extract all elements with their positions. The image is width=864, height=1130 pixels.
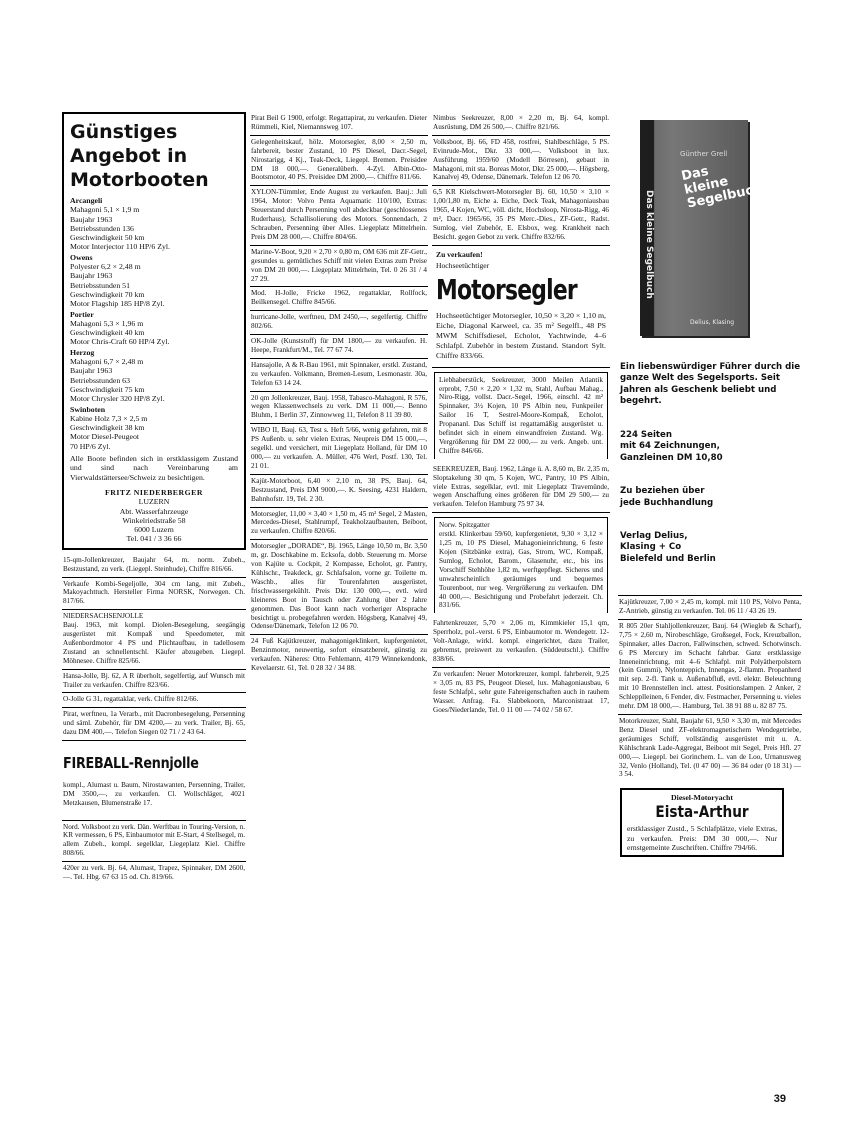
boat-entry: Herzog Mahagoni 6,7 × 2,48 m Baujahr 1963 Betriebsstunden 63 Geschwindigkeit 75 km Motor Chrysler 320 HP/8 Zyl. [70,347,165,404]
fireball-ad [62,741,246,820]
liebhaber-ad: Liebhaberstück, Seekreuzer, 3000 Meilen Atlantik erprobt, 7,50 × 2,20 × 1,32 m, Stahl, Aufbau Mahag., Niro-Rigg, vollst. Dacr.-Segel, 1966, einschl. 42 m² Spinnaker, 3½ Kojen, 10 PS Albin neu, Funkpeiler Sailor 16 T, Sestrel-Moore-Kompaß, Echolot, Propananl. Das Schiff ist regattamäßig ausgerüstet u. befindet sich in einem einwandfreien Zustand. Wg. Vergrößerung für DM 22 000,— zu verk. Angeb. unt. Chiffre 846/66. [434,372,608,459]
classified-ad: Hansa-Jolle, Bj. 62, A R überholt, segelfertig, auf Wunsch mit Trailer zu verkaufen. Chiffre 823/66. [62,670,246,694]
book-cover-publisher: Delius, Klasing [690,319,735,326]
motorsegler-body: Hochseetüchtiger Motorsegler, 10,50 × 3,20 × 1,10 m, Eiche, Diagonal Karweel, ca. 35 m² Segelfl., 48 PS MWM Schiffsdiesel, Echolot, Yachtwinde, 4–6 Schlafpl. Zubehör in bestem Zustand. Standort Sylt. Chiffre 833/66. [432,311,610,368]
book-cover-author: Günther Grell [680,150,728,158]
dealer-address: FRITZ NIEDERBERGER LUZERN Abt. Wasserfahrzeuge Winkelriedstraße 58 6000 Luzern Tel. 041 / 3 36 66 [104,487,204,544]
boat-entry: Swinboten Kabine Holz 7,3 × 2,5 m Geschwindigkeit 38 km Motor Diesel-Peugeot 70 HP/6 Zyl. [70,404,148,451]
motorsegler-ad [432,250,610,368]
book-cover-image [640,120,764,336]
book-advertisement [618,120,802,596]
classified-ad: Motorsegler, 11,00 × 3,40 × 1,50 m, 45 m² Segel, 2 Masten, Mercedes-Diesel, Stahlrumpf, Teakholzaufbauten, Beiboot, zu verkaufen. Chiffre 820/66. [250,508,428,541]
classified-ad: Nord. Volksboot zu verk. Dän. Werftbau in Touring-Version, n. KR vermessen, 6 PS, Einbaumotor mit E-Start, 4 Stellsegel, m. allem Zubeh., kompl. segelklar, Liegeplatz Kiel. Chiffre 808/66. [62,821,246,863]
boat-entry: Owens Polyester 6,2 × 2,48 m Baujahr 1963 Betriebsstunden 51 Geschwindigkeit 70 km Motor Flagship 185 HP/8 Zyl. [70,252,165,309]
classified-ad: R 805 20er Stahljollenkreuzer, Bauj. 64 (Wiegleb & Scharf), 7,75 × 2,60 m, Nirobeschläge, Großsegel, Fock, Kreuzballon, Spinnaker, alles Dacron, Fallwinschen, schwed. Schotwinsch. 6 PS Mercury im Schacht fahrbar. Ganz erstklassige Inneneinrichtung, mit 4–6 Schlafpl. mit Polyätherpolstern (kein Gummi), Nylonteppich, Innengas, 2-flamm. Propanherd mit sep. 2-fl. Tank u. Außenabfluß, evtl. elektr. Beleuchtung mit 10 Brennstellen incl. attest. Positionslampen. 2 Anker, 2 Schlepplleinen, 6 Fender, div. Festmacher, Persenning u. vieles mehr. DM 18 000,—. Hamburg, Tel. 38 91 88 u. 82 87 75. [618,620,802,715]
book-availability: Zu beziehen über jede Buchhandlung [620,485,714,508]
eista-body: erstklassiger Zustd., 5 Schlafplätze, viele Extras, zu verkaufen. Preis: DM 30 000,—. Nur ernstgemeinte Zuschriften. Chiffre 794/66. [627,824,777,852]
book-publisher: Verlag Delius, Klasing + Co Bielefeld und Berlin [620,530,716,564]
fireball-text: kompl., Alumast u. Baum, Nirostawanten, Persenning, Trailer, DM 3500,—, zu verkaufen. Cl. Wollschläger, 4021 Metzkausen, Blumenstraße 17. [63,780,245,807]
classified-ad: Fahrtenkreuzer, 5,70 × 2,06 m, Kimmkieler 15,1 qm, Sperrholz, pol.-verst. 6 PS, Einbaumotor m. Wendegetr. 12-Volt-Anlage, wirkl. kompl. eingerichtet, dazu Trailer, gebremst, preiswert zu verkaufen. (Süddeutschl.). Chiffre 838/66. [432,617,610,668]
classified-ad: Mod. H-Jolle, Fricke 1962, regattaklar, Rollfock, Beilkensegel. Chiffre 845/66. [250,287,428,311]
classified-ad: hurricane-Jolle, werftneu, DM 2450,—, segelfertig. Chiffre 802/66. [250,311,428,335]
classified-ad: NIEDERSACHSENJOLLE Bauj. 1963, mit kompl. Diolen-Besegelung, seegängig ausgerüstet mit Kompaß und Speedometer, mit Außenbordmotor 4 PS und Plichtaufbau, in tadellosem Zustand an schnellentschl. Käufer abzugeben. Liegepl. Möhnesee. Chiffre 825/66. [62,610,246,669]
eista-subtitle: Diesel-Motoryacht [671,793,733,803]
book-description [620,350,802,587]
classified-ad: OK-Jolle (Kunststoff) für DM 1800,— zu verkaufen. H. Heepe, Frankfurt/M., Tel. 77 67 74. [250,335,428,359]
classified-ad: Nimbus Seekreuzer, 8,00 × 2,20 m, Bj. 64, kompl. Ausrüstung, DM 26 500,—. Chiffre 821/66. [432,112,610,136]
motorboats-offer-ad [62,112,246,550]
classified-ad: Zu verkaufen: Neuer Motorkreuzer, kompl. fahrbereit, 9,25 × 3,05 m, 83 PS, Peugeot Diesel, lux. Mahagoniausbau, 6 feste Schlafpl., sehr gute Fahreigenschaften auch in rauhem Wasser. Anfrag. Fa. Slabbekoorn, Marconistraat 17, Goes/Niederlande, Tel. 0 11 00 — 74 02 / 58 67. [433,669,609,714]
classified-ad: Kajüt-Motorboot, 6,40 × 2,10 m, 38 PS, Bauj. 64, Bestzustand, Preis DM 9000,—. K. Seesing, 4231 Haldern, Bahnhofstr. 19, Tel. 2 30. [250,475,428,508]
classified-ad: Hansajolle, A & R-Bau 1961, mit Spinnaker, erstkl. Zustand, zu verkaufen. Volkmann, Bremen-Lesum, Lesmonastr. 30a, Telefon 63 14 24. [250,359,428,392]
classified-ad: 20 qm Jollenkreuzer, Bauj. 1958, Tabasco-Mahagoni, R 576, wegen Klassenwechsels zu verk. DM 11 000,—. Benno Bluhm, 1 Berlin 37, Zinnowweg 11, Telefon 8 11 39 80. [250,392,428,425]
classified-ad: Kajütkreuzer, 7,00 × 2,45 m, kompl. mit 110 PS, Volvo Penta, Z-Antrieb, günstig zu verkaufen. Tel. 06 11 / 43 26 19. [618,596,802,620]
column-3 [432,112,610,717]
classified-ad: Pirat, werftneu, 1a Verarb., mit Dacronbesegelung, Persenning und säml. Zubehör, für DM 4200,— zu verk. Trailer, Bj. 65, dazu DM 400,—. Telefon Siegen 02 71 / 2 43 64. [62,708,246,741]
classified-ad: Pirat Beil G 1900, erfolgr. Regattapirat, zu verkaufen. Dieter Rümmeli, Kiel, Niemannsweg 107. [250,112,428,136]
classified-ad: Marine-V-Boot, 9,20 × 2,70 × 0,80 m, OM 636 mit ZF-Getr., gesundes u. gemütliches Schiff mit vielen Extras zum Preise von DM 20 000,—. Liegeplatz Mittelrhein, Tel. 0 26 31 / 4 27 29. [250,246,428,288]
column-1 [62,112,246,885]
classified-ad: 6,5 KR Kielschwert-Motorsegler Bj. 60, 10,50 × 3,10 × 1,00/1,80 m, Eiche a. Eiche, Deck Teak, Mahagoniausbau 1965, 4 Kojen, WC, völl. dicht, Hochsloop, Nirosta-Rigg, 46 m², Dacr. 1965/66, 35 PS Merc.-Dies., ZF-Getr., Radst. Sumlog, viel Zubehör, E. Elsbox, weg. Krankheit nach Besicht. gegen Gebot zu verk. Chiffre 832/66. [432,186,610,245]
book-details: 224 Seiten mit 64 Zeichnungen, Ganzleinen DM 10,80 [620,429,723,463]
classified-ad: 15-qm-Jollenkreuzer, Baujahr 64, m. norm. Zubeh., Bestzustand, zu verk. (Liegepl. Steinhude), Chiffre 816/66. [62,554,246,578]
spitzgatter-ad: Norw. Spitzgatter erstkl. Klinkerbau 59/60, kupfergenietet, 9,30 × 3,12 × 1,25 m, 10 PS Diesel, Mahagonieinrichtung, 6 feste Kojen (Sitzbänke extra), Gas, Strom, WC, Kompaß, Sumlog, Echolot, Barom., Glasenuhr, etc., bis ins Vorschiff Stehhöhe 1,82 m, werftgepflegt. Sicheres und unwahrscheinlich geräumiges und bequemes Tourenboot, nur weg. Vergrößerung zu verkaufen. DM 40 000,—. Besichtigung und Probefahrt jederzeit. Ch. 831/66. [434,517,608,613]
classified-ad: 24 Fuß Kajütkreuzer, mahagonigeklinkert, kupfergenietet, Benzinmotor, neuwertig, sofort einsatzbereit, günstig zu verkaufen. Näheres: Otto Fehlemann, 4179 Winnekendonk, Kevelaerstr. 61, Tel. 0 28 32 / 34 88. [251,637,427,673]
offer-title: Günstiges Angebot in Motorbooten [70,121,209,191]
motorsegler-kicker: Zu verkaufen! [436,249,483,259]
classified-ad: Volksboot, Bj. 66, FD 458, rostfrei, Stahlbeschläge, 5 PS. Evinrude-Mot., Dkr. 33 000,—. Volksboot in lux. Ausführung 1959/60 (Modell Börresen), gebaut in Mahagoni, mit sta. Boreas Motor, Dkr. 25 000,—. Högsberg, Kanalvej 49, Odense, Dänemark. Telefon 12 06 70. [432,136,610,187]
book-cover-title: Das kleine Segelbuch [680,163,764,212]
column-2 [250,112,428,676]
column-4 [618,112,802,857]
offer-intro: Alle Boote befinden sich in erstklassigem Zustand und sind nach Vereinbarung am Vierwaldstättersee/Schweiz zu besichtigen. [70,454,238,482]
boat-entry: Arcangeli Mahagoni 5,1 × 1,9 m Baujahr 1963 Betriebsstunden 136 Geschwindigkeit 50 km Motor Interjector 110 HP/6 Zyl. [70,196,170,252]
motorsegler-sub: Hochseetüchtiger [436,261,490,271]
eista-arthur-ad [620,788,784,857]
classified-ad: Verkaufe Kombi-Segeljolle, 304 cm lang, mit Zubeh., Makoyachttuch. Hersteller Firma NORSK, Norwegen. Ch. 817/66. [62,578,246,611]
classified-ad: O-Jolle G 31, regattaklar, verk. Chiffre 812/66. [62,693,246,708]
classified-ad: SEEKREUZER, Bauj. 1962, Länge ü. A. 8,60 m, Br. 2,35 m, Sloptakelung 30 qm, 5 Kojen, WC, Pantry, 10 PS Albin, viele Extras, segelklar, evtl. mit Liegeplatz Travemünde, wegen Anschaffung eines größeren für DM 29 500,— zu verkaufen. Telefon Hamburg 75 97 34. [432,463,610,514]
classified-ad: Motorsegler „DORADE“, Bj. 1965, Länge 10,50 m, Br. 3,50 m, gr. Doschkabine m. Ecksofa, dobb. Steuerung m. Morse von Kajüte u. Cockpit, 2 Kompasse, Echolot, gr. Pantry, Kühlschr., Teakdeck, gr. Schlafsalon, vorne gr. Toilette m. Waschb., alles für Tourenfahrten ausgerüstet, frischwassergekühlt. Preis Dkr. 130 000,—, evtl. wird kleineres Boot in Tausch oder Zahlung über 2 Jahre genommen. Das Boot kann nach vorheriger Absprache besichtigt u. probegefahren werden. Högsberg, Kanalvej 49, Odense/Dänemark, Telefon 12 06 70. [250,540,428,635]
motorsegler-headline: Motorsegler [436,272,577,306]
eista-headline: Eista-Arthur [655,802,749,822]
classified-ad: Motorkreuzer, Stahl, Baujahr 61, 9,50 × 3,30 m, mit Mercedes Benz Diesel und ZF-elektromagnetischem Wendegetriebe, geräumiges Schiff, vollständig ausgerüstet mit u. A. Kühlschrank Lade-Aggregat, Beiboot mit Segel, Preis Hfl. 27 000,—. Liegepl. bei Gorinchem. L. van de Loo, Urnanusweg 32, Venlo (Holland), Tel. (0 47 00) — 36 84 oder (0 18 31) — 3 54. [619,716,801,779]
classified-ad: Gelegenheitskauf, hölz. Motorsegler, 8,00 × 2,50 m, fahrbereit, bester Zustand, 10 PS Diesel, Dacr.-Segel, Nirostarigg, 4 Kj., Teak-Deck, Liegepl. Bremen. Preisidee DM 18 000,—. Generalüberh. 4-Zyl. Albin-Otto-Bootsmotor, 40 PS. Preisidee DM 2000,—. Chiffre 811/66. [250,136,428,187]
classified-ad: XYLON-Tümmler, Ende August zu verkaufen. Bauj.: Juli 1964, Motor: Volvo Penta Aquamatic 110/100, Extras: Steuerstand durch Persenning voll abdeckbar (geschlossenes Ruderhaus), Schallisolierung des Motors. Sonnendach, 2 Schrauben, Persenning über Alles. Liegeplatz Mittelrhein. Preis DM 28 000,—. Chiffre 804/66. [250,186,428,245]
fireball-headline: FIREBALL-Rennjolle [63,754,199,772]
book-spine-title: Das kleine Segelbuch [644,190,654,299]
boat-entry: Portier Mahagoni 5,3 × 1,96 m Geschwindigkeit 40 km Motor Chris-Craft 60 HP/4 Zyl. [70,309,170,347]
page-number: 39 [773,1093,786,1105]
classified-ad: WIBO II, Bauj. 63, Test s. Heft 5/66, wenig gefahren, mit 8 PS Außenb. u. sehr vielen Extras, Neupreis DM 15 000,—, segelkl. und versichert, mit Liegeplatz Holland, für DM 10 000,— zu verkaufen. A. Müller, 476 Werl, Postf. 130, Tel. 21 01. [250,424,428,475]
classified-ad: 420er zu verk. Bj. 64, Alumast, Trapez, Spinnaker, DM 2600,—. Tel. Hbg. 67 63 15 od. Ch. 819/66. [63,864,245,882]
book-blurb: Ein liebenswürdiger Führer durch die ganze Welt des Segelsports. Seit Jahren als Geschenk beliebt und begehrt. [620,361,801,407]
